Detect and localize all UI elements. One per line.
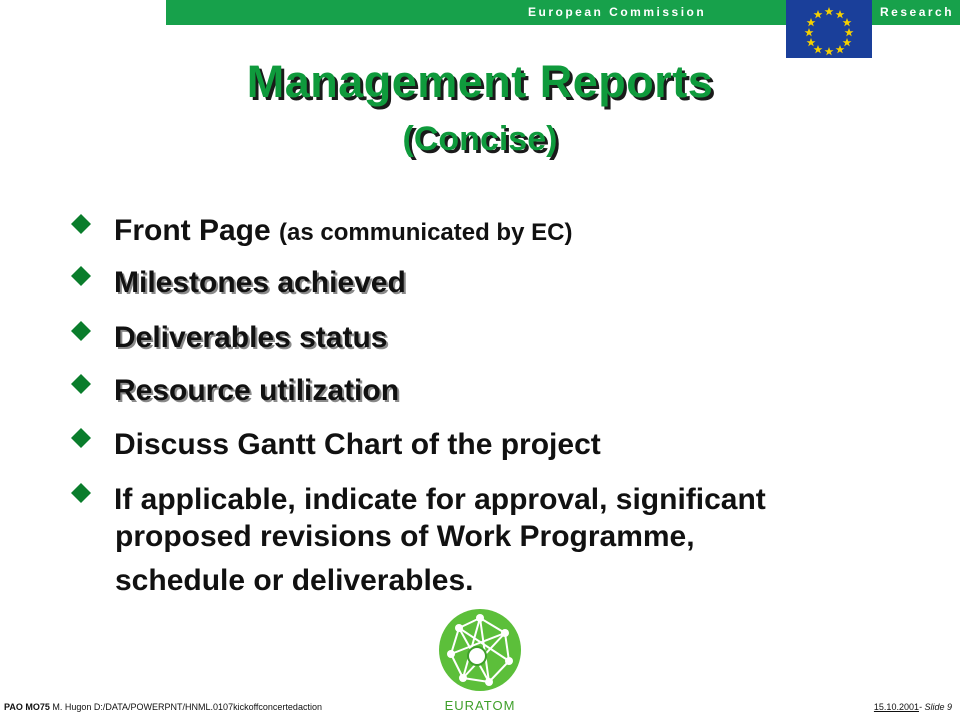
eu-flag-icon [786,0,872,58]
bullet-text: Resource utilization [114,374,400,407]
diamond-bullet-icon [70,213,92,235]
bullet-text: Deliverables status [114,321,388,354]
bullet-text: Discuss Gantt Chart of the project [114,428,601,461]
footer-slide: - Slide 9 [918,702,952,712]
bullet-approval [70,482,766,517]
european-commission-label: European Commission [528,5,707,19]
euratom-label: EURATOM [444,698,516,713]
footer-code: PAO MO75 [4,702,50,712]
euratom-logo [433,606,527,721]
research-label: Research [880,5,955,19]
diamond-bullet-icon [70,320,92,342]
bullet-text: Front Page [114,214,271,247]
diamond-bullet-icon [70,482,92,504]
bullet-milestones [70,265,406,300]
euratom-emblem-icon [433,606,527,716]
bullet-text: Milestones achieved [114,266,406,299]
footer-left [4,702,322,712]
footer-date: 15.10.2001 [873,702,919,712]
footer-path: M. Hugon D:/DATA/POWERPNT/HNML.0107kickoffconcertedaction [52,702,322,712]
bullet-text: If applicable, indicate for approval, significant [114,483,766,516]
bullet-continuation: proposed revisions of Work Programme, [115,520,695,553]
page-subtitle: (Concise) [402,120,558,158]
diamond-bullet-icon [70,373,92,395]
bullet-resource [70,373,399,408]
bullet-deliverables [70,320,387,355]
bullet-note: (as communicated by EC) [279,219,573,246]
diamond-bullet-icon [70,427,92,449]
bullet-front-page [70,213,572,250]
bullet-continuation: schedule or deliverables. [115,564,474,597]
page-title: Management Reports [246,56,714,107]
diamond-bullet-icon [70,265,92,287]
footer-right [874,702,952,712]
bullet-gantt [70,427,601,462]
